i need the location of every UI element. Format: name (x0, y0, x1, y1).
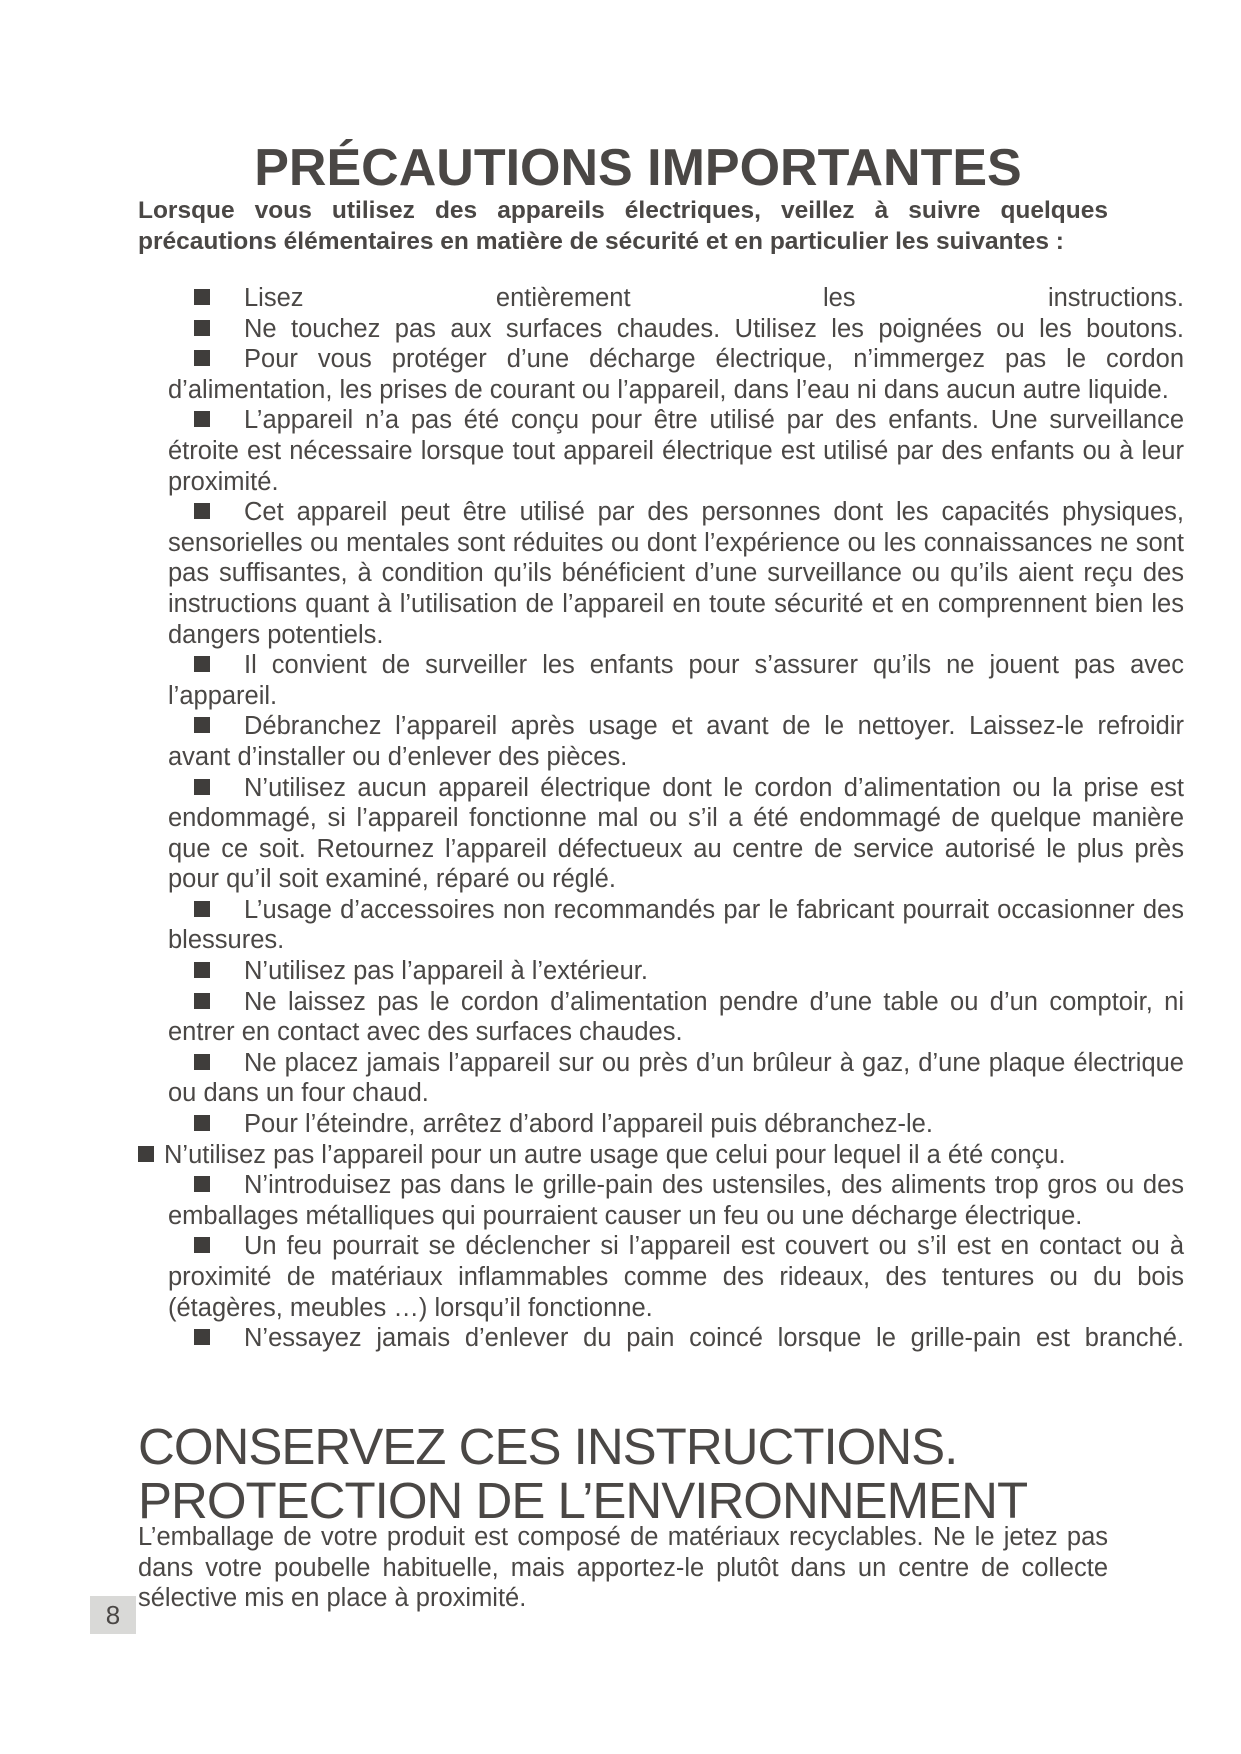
page-title: PRÉCAUTIONS IMPORTANTES (254, 139, 1022, 197)
square-bullet-icon (194, 656, 210, 672)
square-bullet-icon (194, 320, 210, 336)
square-bullet-icon (194, 1237, 210, 1253)
list-item: Ne touchez pas aux surfaces chaudes. Utilisez les poignées ou les boutons. (168, 314, 1184, 345)
square-bullet-icon (194, 779, 210, 795)
list-item: Il convient de surveiller les enfants pour s’assurer qu’ils ne jouent pas avec l’appareil. (168, 651, 1184, 710)
square-bullet-icon (138, 1146, 154, 1162)
square-bullet-icon (194, 503, 210, 519)
square-bullet-icon (194, 993, 210, 1009)
list-item: Ne laissez pas le cordon d’alimentation pendre d’une table ou d’un comptoir, ni entrer en contact avec des surfaces chaudes. (168, 987, 1184, 1047)
precautions-list (164, 283, 1184, 1354)
square-bullet-icon (194, 1176, 210, 1192)
list-item: L’appareil n’a pas été conçu pour être utilisé par des enfants. Une surveillance étroite est nécessaire lorsque tout appareil électrique est utilisé par des enfants ou à leur proximité. (168, 406, 1184, 496)
environment-heading: PROTECTION DE L’ENVIRONNEMENT (138, 1472, 1028, 1529)
list-item: N’utilisez pas l’appareil à l’extérieur. (168, 956, 1184, 987)
list-item: Un feu pourrait se déclencher si l’appareil est couvert ou s’il est en contact ou à proximité de matériaux inflammables comme des rideaux, des tentures ou du bois (étagères, meubles …) lorsqu’il fonctionne. (168, 1232, 1184, 1322)
square-bullet-icon (194, 1115, 210, 1131)
square-bullet-icon (194, 717, 210, 733)
square-bullet-icon (194, 962, 210, 978)
list-item: N’essayez jamais d’enlever du pain coincé lorsque le grille-pain est branché. (168, 1323, 1184, 1354)
environment-text: L’emballage de votre produit est composé de matériaux recyclables. Ne le jetez pas dans votre poubelle habituelle, mais apportez-le plutôt dans un centre de collecte sélective mis en place à proximité. (138, 1523, 1108, 1613)
list-item: N’utilisez pas l’appareil pour un autre usage que celui pour lequel il a été conçu. (138, 1140, 1184, 1171)
list-item: Lisez entièrement les instructions. (168, 283, 1184, 314)
list-item: Pour l’éteindre, arrêtez d’abord l’appareil puis débranchez-le. (168, 1109, 1184, 1140)
keep-instructions-heading: CONSERVEZ CES INSTRUCTIONS. (138, 1418, 958, 1475)
list-item: Cet appareil peut être utilisé par des personnes dont les capacités physiques, sensorielles ou mentales sont réduites ou dont l’expérience ou les connaissances ne sont pas suffisantes, à condition qu’ils bénéficient d’une surveillance ou qu’ils aient reçu des instructions quant à l’utilisation de l’appareil en toute sécurité et en comprennent bien les dangers potentiels. (168, 498, 1184, 649)
square-bullet-icon (194, 289, 210, 305)
intro-text: Lorsque vous utilisez des appareils électriques, veillez à suivre quelques précautions élémentaires en matière de sécurité et en particulier les suivantes : (138, 197, 1108, 255)
list-item: N’utilisez aucun appareil électrique dont le cordon d’alimentation ou la prise est endommagé, si l’appareil fonctionne mal ou s’il a été endommagé de quelque manière que ce soit. Retournez l’appareil défectueux au centre de service autorisé le plus près pour qu’il soit examiné, réparé ou réglé. (168, 773, 1184, 894)
square-bullet-icon (194, 1054, 210, 1070)
square-bullet-icon (194, 411, 210, 427)
list-item: Ne placez jamais l’appareil sur ou près d’un brûleur à gaz, d’une plaque électrique ou dans un four chaud. (168, 1048, 1184, 1108)
square-bullet-icon (194, 1329, 210, 1345)
list-item: L’usage d’accessoires non recommandés par le fabricant pourrait occasionner des blessures. (168, 895, 1184, 955)
list-item: Débranchez l’appareil après usage et avant de le nettoyer. Laissez-le refroidir avant d’installer ou d’enlever des pièces. (168, 712, 1184, 771)
page-number: 8 (90, 1596, 136, 1634)
list-item: Pour vous protéger d’une décharge électrique, n’immergez pas le cordon d’alimentation, les prises de courant ou l’appareil, dans l’eau ni dans aucun autre liquide. (168, 345, 1184, 404)
list-item: N’introduisez pas dans le grille-pain des ustensiles, des aliments trop gros ou des emballages métalliques qui pourraient causer un feu ou une décharge électrique. (168, 1171, 1184, 1230)
square-bullet-icon (194, 350, 210, 366)
square-bullet-icon (194, 901, 210, 917)
